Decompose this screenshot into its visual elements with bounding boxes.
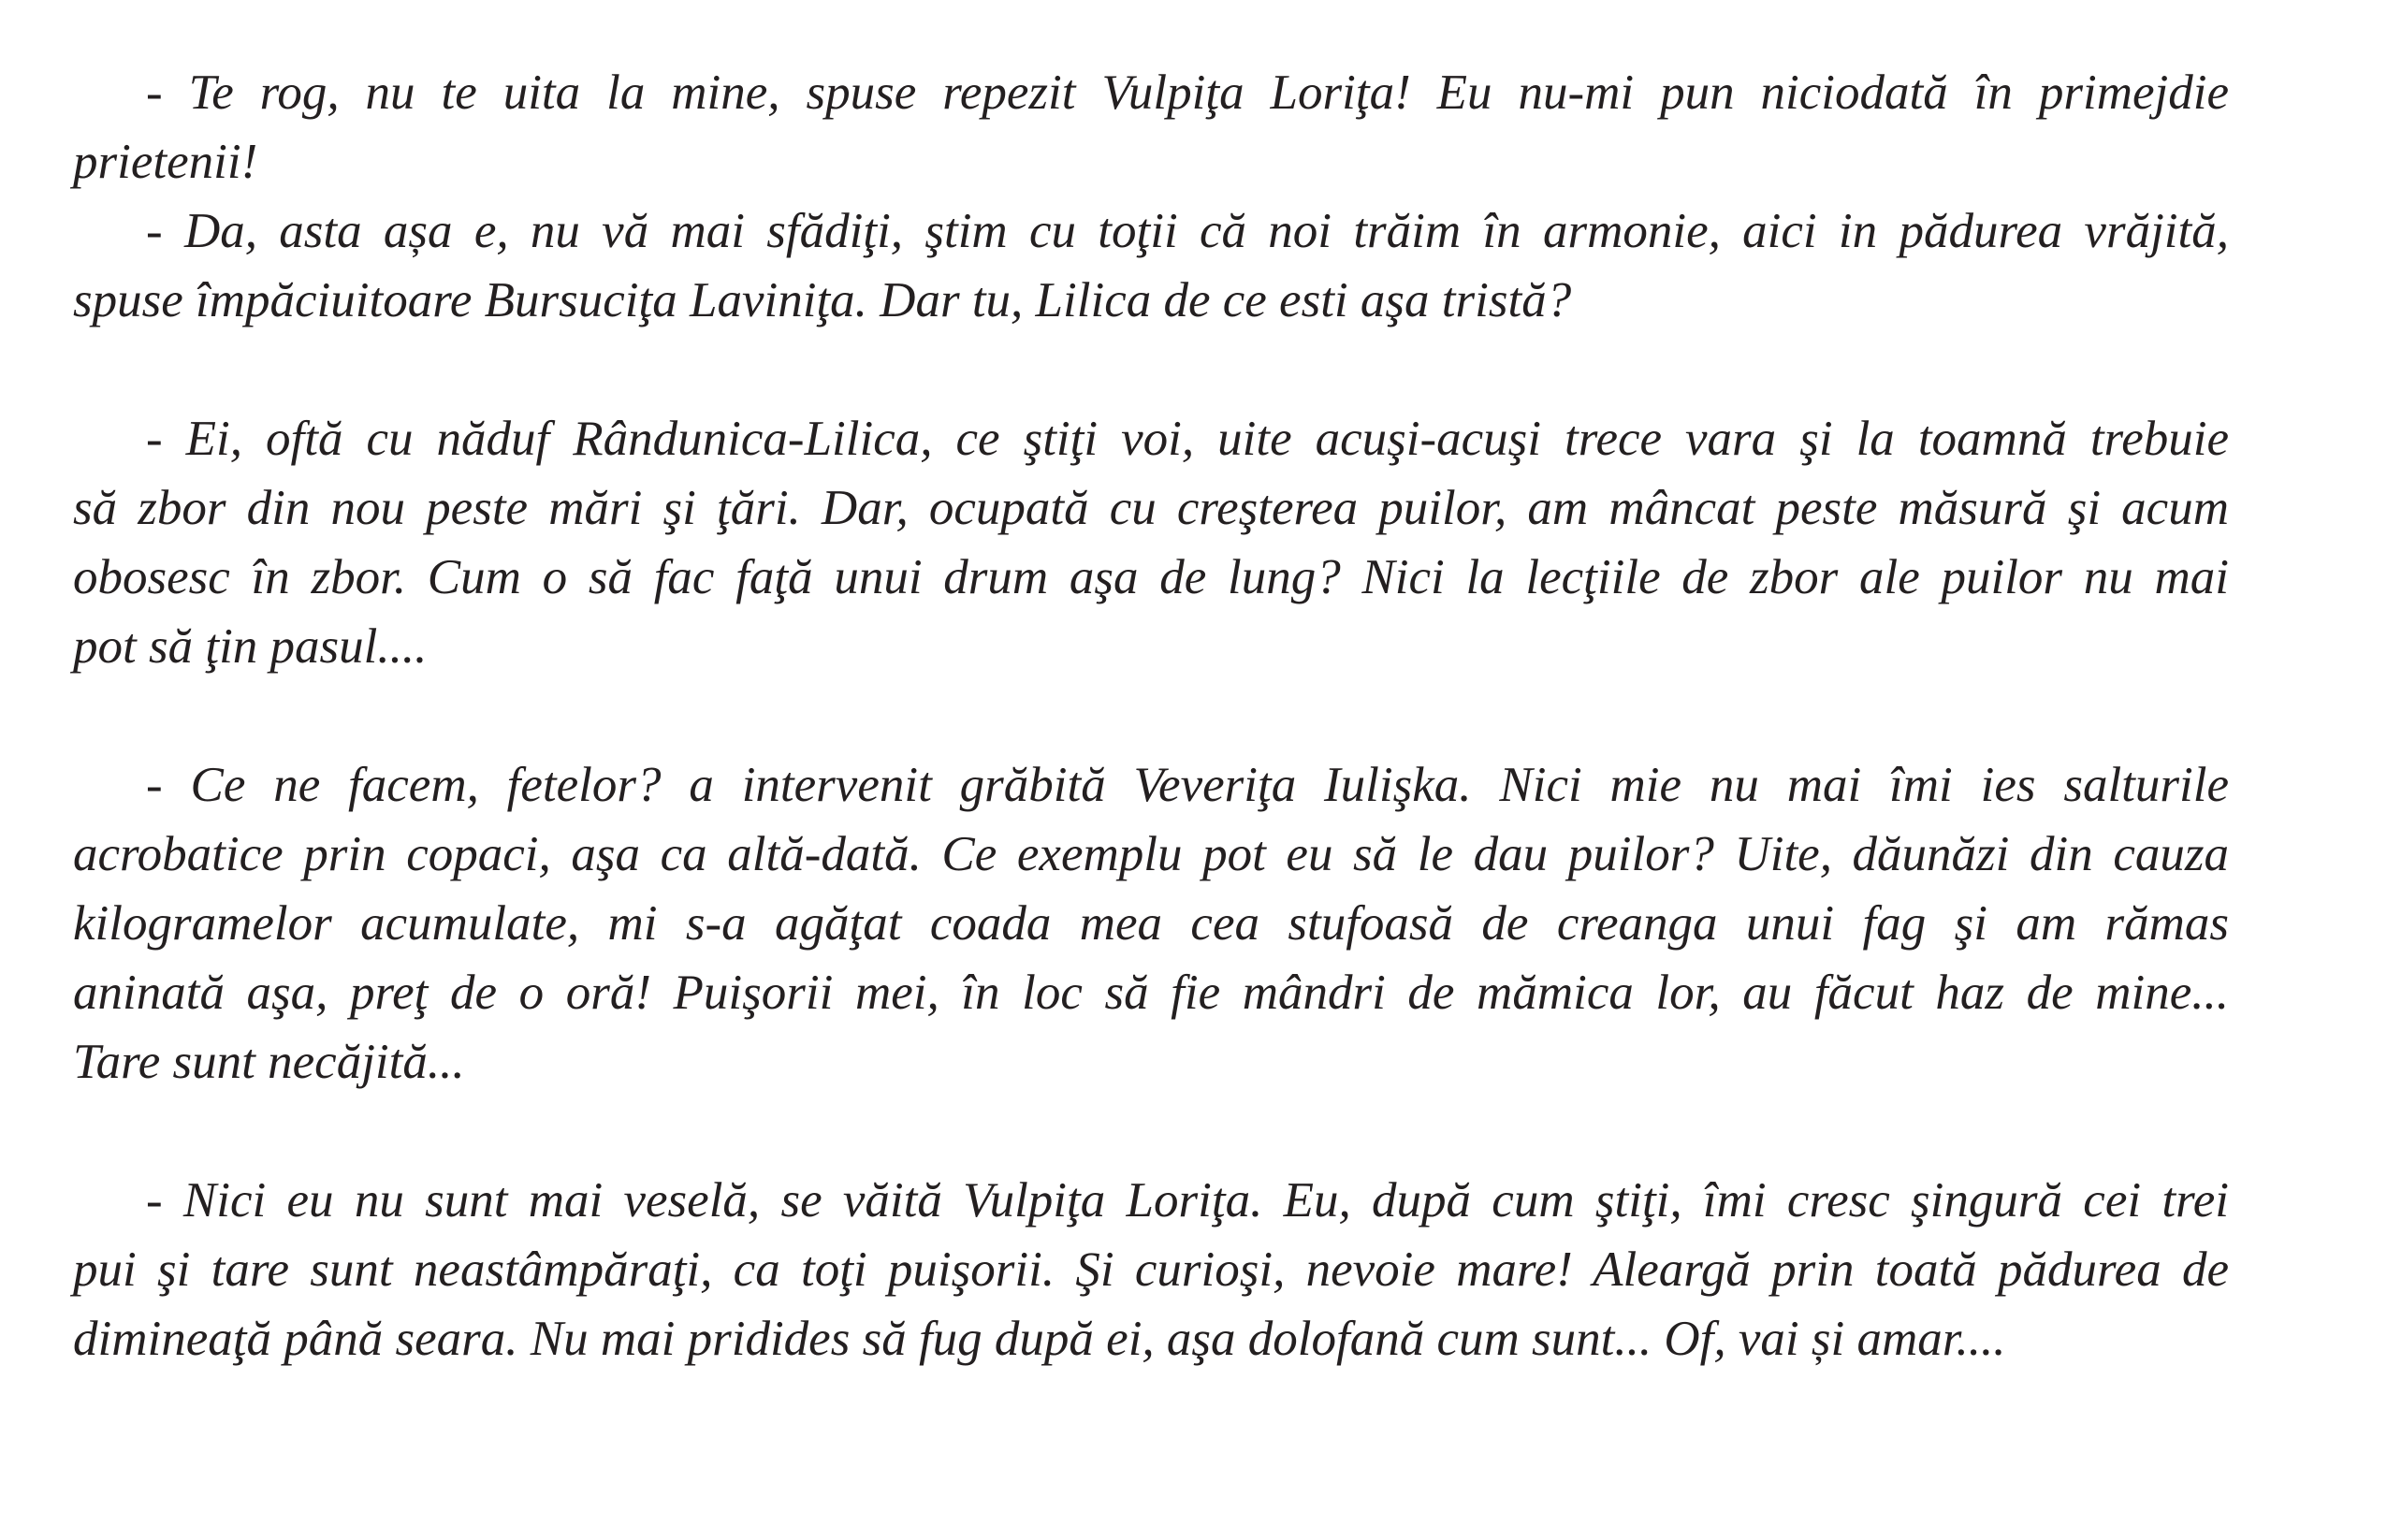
text-line: - Da, asta așa e, nu vă mai sfădiţi, ştim cu toţii că noi trăim în armonie, aici in pădurea vrăjită, [146,204,2229,258]
text-line: să zbor din nou peste mări şi ţări. Dar, ocupată cu creşterea puilor, am mâncat peste măsură şi acum [73,481,2229,535]
paragraph-3 [73,404,2229,681]
text-line: pot să ţin pasul.... [73,619,428,674]
text-line: kilogramelor acumulate, mi s-a agăţat coada mea cea stufoasă de creanga unui fag şi am rămas [73,896,2229,951]
paragraph-4 [73,750,2229,1097]
text-line: acrobatice prin copaci, aşa ca altă-dată. Ce exemplu pot eu să le dau puilor? Uite, dăunăzi din cauza [73,827,2229,881]
text-line: - Ce ne facem, fetelor? a intervenit grăbită Veveriţa Iulişka. Nici mie nu mai îmi ies salturile [146,758,2229,812]
text-line: - Te rog, nu te uita la mine, spuse repezit Vulpiţa Loriţa! Eu nu-mi pun niciodată în primejdie [146,65,2229,120]
text-line: - Ei, oftă cu năduf Rândunica-Lilica, ce ştiţi voi, uite acuşi-acuşi trece vara şi la toamnă trebuie [146,412,2229,466]
text-line: prietenii! [73,135,258,189]
paragraph-5 [73,1166,2229,1373]
paragraph-1 [73,58,2229,196]
text-line: dimineaţă până seara. Nu mai pridides să fug după ei, aşa dolofană cum sunt... Of, vai și amar.... [73,1312,2006,1366]
text-line: Tare sunt necăjită... [73,1035,465,1089]
text-line: obosesc în zbor. Cum o să fac faţă unui drum aşa de lung? Nici la lecţiile de zbor ale puilor nu mai [73,550,2229,604]
paragraph-2 [73,196,2229,335]
document-page [73,58,2229,1373]
text-line: - Nici eu nu sunt mai veselă, se văită Vulpiţa Loriţa. Eu, după cum ştiţi, îmi cresc şingură cei trei [146,1173,2229,1228]
text-line: spuse împăciuitoare Bursuciţa Laviniţa. Dar tu, Lilica de ce esti aşa tristă? [73,273,1572,327]
text-line: aninată aşa, preţ de o oră! Puişorii mei, în loc să fie mândri de mămica lor, au făcut haz de mine... [73,966,2229,1020]
text-line: pui şi tare sunt neastâmpăraţi, ca toţi puişorii. Şi curioşi, nevoie mare! Aleargă prin toată pădurea de [73,1242,2229,1297]
